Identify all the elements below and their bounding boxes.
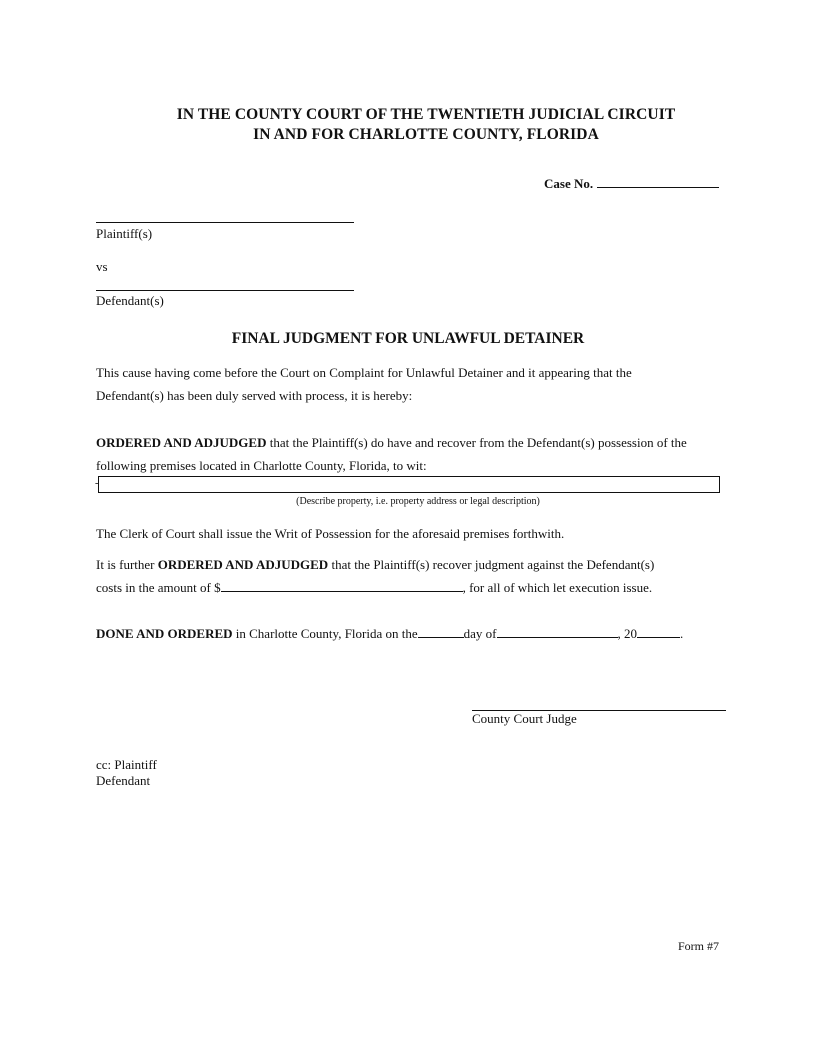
vs-label: vs: [96, 259, 108, 274]
plaintiff-label: Plaintiff(s): [96, 226, 153, 241]
ordered-paragraph: [96, 435, 687, 451]
ordered-bold-text: ORDERED AND ADJUDGED: [96, 435, 267, 450]
done-text: in Charlotte County, Florida on the: [232, 626, 418, 641]
field-marker: -: [95, 478, 99, 489]
intro-line-2: Defendant(s) has been duly served with process, it is hereby:: [96, 388, 413, 403]
judge-label: County Court Judge: [472, 711, 577, 726]
further-prefix: It is further: [96, 557, 158, 572]
costs-amount-input[interactable]: [221, 580, 463, 592]
court-title-line2: IN AND FOR CHARLOTTE COUNTY, FLORIDA: [253, 126, 599, 143]
year-input[interactable]: [637, 626, 680, 638]
month-input[interactable]: [497, 626, 618, 638]
form-number: Form #7: [678, 939, 720, 953]
costs-suffix: , for all of which let execution issue.: [462, 580, 653, 595]
day-input[interactable]: [418, 626, 464, 638]
cc-defendant: Defendant: [96, 773, 151, 788]
judgment-title: FINAL JUDGMENT FOR UNLAWFUL DETAINER: [231, 330, 585, 347]
premises-line: following premises located in Charlotte County, Florida, to wit:: [96, 458, 427, 473]
costs-line: [96, 580, 652, 596]
cc-plaintiff: cc: Plaintiff: [96, 757, 157, 772]
further-ordered-line: [96, 557, 654, 573]
plaintiff-name-line[interactable]: [96, 222, 354, 223]
defendant-name-line[interactable]: [96, 290, 354, 291]
case-number-input[interactable]: [597, 175, 719, 188]
done-bold-text: DONE AND ORDERED: [96, 626, 233, 641]
costs-prefix: costs in the amount of $: [96, 580, 221, 595]
ordered-rest-text: that the Plaintiff(s) do have and recover from the Defendant(s) possession of the: [266, 435, 687, 450]
property-description-input[interactable]: [98, 476, 720, 493]
further-bold-text: ORDERED AND ADJUDGED: [157, 557, 329, 572]
case-number-field: [544, 175, 719, 192]
intro-line-1: This cause having come before the Court on Complaint for Unlawful Detainer and it appearing that the: [96, 365, 632, 380]
case-number-label: Case No.: [544, 176, 594, 191]
property-description-hint: (Describe property, i.e. property address or legal description): [296, 496, 540, 507]
writ-line: The Clerk of Court shall issue the Writ of Possession for the aforesaid premises forthwith.: [96, 526, 565, 541]
day-of-label: day of: [463, 626, 497, 641]
further-rest-text: that the Plaintiff(s) recover judgment against the Defendant(s): [328, 557, 655, 572]
done-period: .: [680, 626, 684, 641]
year-prefix: , 20: [617, 626, 637, 641]
court-title-line1: IN THE COUNTY COURT OF THE TWENTIETH JUDICIAL CIRCUIT: [176, 106, 676, 123]
done-ordered-line: [96, 626, 683, 642]
defendant-label: Defendant(s): [96, 293, 164, 308]
